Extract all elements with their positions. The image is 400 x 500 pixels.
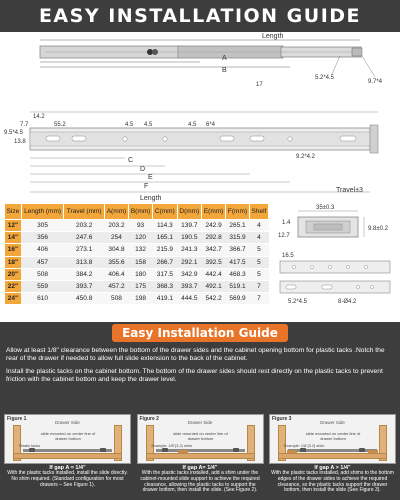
figures-row [0, 414, 400, 500]
hole-top-label: 5.2*4.5 [315, 75, 335, 81]
figure-3-illustration [269, 414, 396, 464]
table-cell: 450.8 [64, 293, 104, 305]
table-cell: 266.7 [153, 256, 177, 268]
hole-left-label: 5.2*4.5 [288, 299, 308, 305]
table-cell: 7 [249, 293, 268, 305]
table-cell: 165.1 [153, 232, 177, 244]
table-cell: 559 [21, 280, 64, 292]
table-cell: 265.1 [226, 220, 250, 232]
table-row [5, 293, 269, 305]
col-header: E(mm) [202, 204, 226, 220]
slide-diagram [0, 32, 400, 202]
table-cell: 406.4 [104, 268, 128, 280]
dim-e-label: E [148, 174, 153, 181]
figure-1 [4, 414, 131, 498]
figure-1-illustration [4, 414, 131, 464]
dim-13-8-label: 13.8 [14, 139, 26, 145]
tack-icon [233, 448, 239, 452]
table-cell: 292.1 [177, 256, 201, 268]
slide-bar [23, 449, 112, 452]
table-cell: 5 [249, 268, 268, 280]
table-cell: 273.1 [64, 244, 104, 256]
col-header: Length (mm) [21, 204, 64, 220]
instruction-paragraph-2: Install the plastic tacks on the cabinet bottom. The bottom of the drawer sides should rest directly on the plastic tacks to prevent friction with the cabinet bottom and keep the drawer level. [6, 367, 383, 383]
table-cell: 457 [21, 256, 64, 268]
size-cell: 16" [5, 244, 22, 256]
dim-d-label: D [140, 166, 146, 173]
figure-tag: Figure 1 [7, 416, 27, 422]
figure-description: With the plastic tacks installed, add shims to the bottom edges of the drawer sides to achieve the required clearance, so the plastic tacks support the drawer bottom, then install the slide (See Figure 3). [271, 470, 394, 494]
table-cell: 366.7 [226, 244, 250, 256]
table-cell: 175 [129, 280, 153, 292]
table-cell: 203.2 [104, 220, 128, 232]
figure-tag: Figure 2 [139, 416, 159, 422]
dim-b-label: B [222, 67, 227, 74]
size-cell: 24" [5, 293, 22, 305]
table-cell: 7 [249, 280, 268, 292]
table-cell: 444.5 [177, 293, 201, 305]
cross-section-profile [298, 211, 364, 237]
col-header: Shelf [249, 204, 268, 220]
example-label: Example: 1/8"(3.2) shim [284, 444, 325, 448]
figure-tag: Figure 3 [272, 416, 292, 422]
dim-f-label: F [144, 183, 149, 190]
table-cell: 5 [249, 244, 268, 256]
table-cell: 468.3 [226, 268, 250, 280]
table-cell: 180 [129, 268, 153, 280]
tack-icon [359, 448, 365, 452]
size-cell: 14" [5, 232, 22, 244]
figure-description: With the plastic tacks installed, install the slide directly. No shim required. (Standard configuration for most drawers – See Figure 1). [7, 470, 128, 488]
table-cell: 304.8 [104, 244, 128, 256]
figure-condition: If gap A = 1/4" [49, 465, 86, 471]
travel-label: Travel±3 [336, 187, 363, 194]
table-cell: 317.5 [153, 268, 177, 280]
dim-4-5-label-a: 4.5 [125, 122, 134, 128]
table-cell: 203.2 [64, 220, 104, 232]
dim-16-5-label: 16.5 [282, 253, 294, 259]
cabinet-bottom [278, 453, 387, 459]
cabinet-bottom [13, 453, 122, 459]
figure-2-illustration [137, 414, 264, 464]
table-cell: 492.1 [202, 280, 226, 292]
table-cell: 139.7 [177, 220, 201, 232]
dim-9-2-label: 9.2*4.2 [296, 154, 316, 160]
table-row [5, 220, 269, 232]
size-cell: 22" [5, 280, 22, 292]
table-cell: 242.9 [202, 220, 226, 232]
dim-55-2-label: 55.2 [54, 122, 66, 128]
tack-icon [29, 448, 35, 452]
dim-12-7-label: 12.7 [278, 233, 290, 239]
cabinet-bottom [146, 453, 255, 459]
page-header [0, 0, 400, 32]
table-cell: 292.8 [202, 232, 226, 244]
spec-table-header-row [5, 204, 269, 220]
col-header: Travel (mm) [64, 204, 104, 220]
tack-icon [162, 448, 168, 452]
dim-9-8-label: 9.8±0.2 [368, 226, 388, 232]
dim-4-5-label-c: 4.5 [188, 122, 197, 128]
table-cell: 254 [104, 232, 128, 244]
table-cell: 355.6 [104, 256, 128, 268]
table-cell: 215.9 [153, 244, 177, 256]
example-label: Plastic tacks [19, 444, 41, 448]
col-header: C(mm) [153, 204, 177, 220]
tack-icon [300, 448, 306, 452]
table-cell: 158 [129, 256, 153, 268]
dim-14-2-label: 14.2 [33, 114, 45, 120]
table-cell: 406 [21, 244, 64, 256]
table-cell: 241.3 [177, 244, 201, 256]
table-row [5, 256, 269, 268]
spec-table-wrap [4, 203, 269, 321]
table-cell: 569.9 [226, 293, 250, 305]
col-header: F(mm) [226, 204, 250, 220]
table-row [5, 244, 269, 256]
drawer-side-label: Drawer Side [187, 420, 213, 425]
dim-7-7-label: 7.7 [20, 122, 29, 128]
table-cell: 519.1 [226, 280, 250, 292]
table-cell: 342.9 [177, 268, 201, 280]
spec-table [4, 203, 269, 305]
col-header: A(mm) [104, 204, 128, 220]
col-header: D(mm) [177, 204, 201, 220]
dim-9-5-label: 9.5*4.5 [4, 130, 24, 136]
length-top-label: Length [262, 33, 284, 40]
slide-note: slide mounted on center line of drawer bottom [305, 431, 361, 441]
table-cell: 120 [129, 232, 153, 244]
table-cell: 4 [249, 232, 268, 244]
slide-cross-section-diagram [272, 203, 396, 321]
dim-c-label: C [128, 157, 134, 164]
table-cell: 417.5 [226, 256, 250, 268]
dim-a-label: A [222, 55, 227, 62]
table-cell: 198 [129, 293, 153, 305]
table-cell: 457.2 [104, 280, 128, 292]
figure-description: With the plastic tacks installed, add a shim under the cabinet-mounted slide support to achieve the required clearance, allowing the plastic tacks to support the drawer bottom, then install the slide. (See Figure 2). [140, 470, 260, 494]
table-cell: 542.2 [202, 293, 226, 305]
size-cell: 20" [5, 268, 22, 280]
spec-table-body [5, 220, 269, 305]
figure-condition: If gap A= 1/4" [182, 465, 218, 471]
dim-6-4-label: 6*4 [206, 122, 216, 128]
table-cell: 305 [21, 220, 64, 232]
table-cell: 5 [249, 256, 268, 268]
table-cell: 442.4 [202, 268, 226, 280]
col-header: B(mm) [129, 204, 153, 220]
guide-title-bar [0, 322, 400, 344]
table-cell: 508 [21, 268, 64, 280]
table-cell: 384.2 [64, 268, 104, 280]
figure-3 [269, 414, 396, 498]
table-cell: 419.1 [153, 293, 177, 305]
table-cell: 132 [129, 244, 153, 256]
length-bottom-label: Length [140, 195, 162, 202]
table-cell: 393.7 [64, 280, 104, 292]
table-cell: 4 [249, 220, 268, 232]
guide-title: Easy Installation Guide [112, 324, 288, 342]
example-label: Example: 1/8"(3.2) shim [151, 444, 192, 448]
table-cell: 356 [21, 232, 64, 244]
table-cell: 393.7 [177, 280, 201, 292]
instructions-block [0, 344, 400, 414]
drawer-side-label: Drawer Side [320, 420, 345, 425]
header-title: EASY INSTALLATION GUIDE [38, 5, 362, 27]
table-row [5, 268, 269, 280]
drawer-side-label: Drawer Side [55, 420, 80, 425]
table-row [5, 280, 269, 292]
table-cell: 392.5 [202, 256, 226, 268]
dim-1-4-label: 1.4 [282, 220, 291, 226]
slide-note: slide mounted on center line of drawer bottom [173, 431, 228, 441]
table-cell: 610 [21, 293, 64, 305]
slide-note: slide mounted on center line of drawer bottom [40, 431, 96, 441]
inner-member-profile [280, 261, 390, 293]
table-cell: 313.8 [64, 256, 104, 268]
slide-side-view [30, 112, 378, 192]
table-cell: 190.5 [177, 232, 201, 244]
table-cell: 93 [129, 220, 153, 232]
slide-top-view [40, 40, 362, 67]
table-row [5, 232, 269, 244]
table-cell: 315.9 [226, 232, 250, 244]
table-cell: 508 [104, 293, 128, 305]
col-header: Size [5, 204, 22, 220]
slide-bar [156, 449, 245, 452]
figure-condition: If gap A > 1/4" [314, 465, 351, 471]
instruction-paragraph-1: Allow at least 1/8" clearance between the bottom of the drawer sides and the cabinet opening bottom for plastic tacks .Notch the rear of the drawer if needed to allow full slide extension to the back of the cabinet. [6, 347, 385, 363]
table-cell: 114.3 [153, 220, 177, 232]
size-cell: 12" [5, 220, 22, 232]
dim-35-label: 35±0.3 [316, 205, 335, 211]
table-cell: 247.6 [64, 232, 104, 244]
table-cell: 342.7 [202, 244, 226, 256]
hole-right-label: 9.7*4 [368, 79, 383, 85]
figure-2 [137, 414, 264, 498]
dim-4-5-label-b: 4.5 [144, 122, 153, 128]
hole-right-label-side: 8-Ø4.2 [338, 299, 357, 305]
table-cell: 368.3 [153, 280, 177, 292]
size-cell: 18" [5, 256, 22, 268]
tack-icon [100, 448, 106, 452]
dim-17-label: 17 [256, 82, 263, 88]
